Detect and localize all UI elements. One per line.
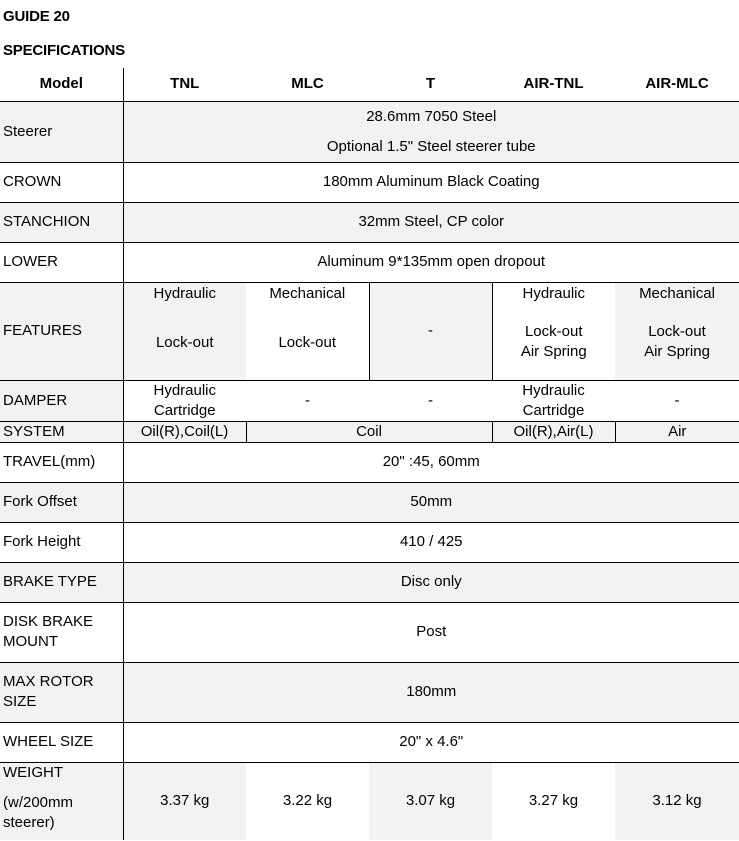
row-disk-brake-mount [0,602,739,662]
page-title: GUIDE 20 [3,8,70,25]
features-tnl [123,282,246,380]
row-label: Steerer [0,101,123,162]
row-stanchion [0,202,739,242]
system-air-tnl: Oil(R),Air(L) [492,421,615,442]
damper-tnl-line1: Hydraulic [153,381,217,399]
features-air-tnl-line2: Lock-out [524,322,583,340]
max-rotor-size-value: 180mm [123,662,739,722]
features-air-tnl-line1: Hydraulic [522,284,586,302]
row-label: BRAKE TYPE [0,562,123,602]
row-label: STANCHION [0,202,123,242]
row-system [0,421,739,442]
header-air-tnl: AIR-TNL [492,68,615,101]
weight-tnl: 3.37 kg [123,762,246,840]
header-air-mlc: AIR-MLC [615,68,739,101]
row-label: Fork Offset [0,482,123,522]
row-label [0,602,123,662]
damper-t: - [369,380,492,421]
row-label: FEATURES [0,282,123,380]
damper-tnl-line2: Cartridge [153,401,216,419]
header-mlc: MLC [246,68,369,101]
features-air-tnl [492,282,615,380]
brake-type-value: Disc only [123,562,739,602]
features-t: - [369,282,492,380]
features-air-mlc-line1: Mechanical [639,284,715,302]
row-label: TRAVEL(mm) [0,442,123,482]
header-tnl: TNL [123,68,246,101]
row-features [0,282,739,380]
wheel-size-value: 20" x 4.6" [123,722,739,762]
damper-tnl [123,380,246,421]
row-brake-type [0,562,739,602]
damper-mlc: - [246,380,369,421]
features-mlc-line1: Mechanical [269,284,346,302]
row-label-line2: MOUNT [3,633,58,650]
features-mlc-line2: Lock-out [278,333,337,351]
header-model: Model [0,68,123,101]
weight-t: 3.07 kg [369,762,492,840]
specifications-table [0,68,739,840]
row-crown [0,162,739,202]
weight-mlc: 3.22 kg [246,762,369,840]
steerer-value [123,101,739,162]
row-label-line1: WEIGHT [3,763,63,781]
fork-offset-value: 50mm [123,482,739,522]
row-label: Fork Height [0,522,123,562]
features-air-tnl-line3: Air Spring [520,342,587,360]
system-tnl: Oil(R),Coil(L) [123,421,246,442]
row-label-line2: SIZE [3,693,37,710]
row-fork-offset [0,482,739,522]
row-label: DAMPER [0,380,123,421]
row-label: LOWER [0,242,123,282]
steerer-line2: Optional 1.5" Steel steerer tube [326,137,536,155]
disk-brake-mount-value: Post [123,602,739,662]
system-air-mlc: Air [615,421,739,442]
lower-value: Aluminum 9*135mm open dropout [123,242,739,282]
row-damper [0,380,739,421]
row-label-line2: (w/200mm [3,793,74,811]
damper-air-tnl [492,380,615,421]
weight-air-mlc: 3.12 kg [615,762,739,840]
damper-air-mlc: - [615,380,739,421]
section-title: SPECIFICATIONS [3,42,125,59]
row-label: WHEEL SIZE [0,722,123,762]
features-tnl-line1: Hydraulic [153,284,217,302]
row-label: CROWN [0,162,123,202]
row-steerer [0,101,739,162]
damper-air-tnl-line1: Hydraulic [522,381,585,399]
weight-air-tnl: 3.27 kg [492,762,615,840]
row-lower [0,242,739,282]
row-weight [0,762,739,840]
stanchion-value: 32mm Steel, CP color [123,202,739,242]
row-label: SYSTEM [0,421,123,442]
row-label-line1: DISK BRAKE [3,613,94,630]
header-t: T [369,68,492,101]
row-label-line1: MAX ROTOR [3,673,94,690]
damper-air-tnl-line2: Cartridge [522,401,585,419]
features-mlc [246,282,369,380]
features-tnl-line2: Lock-out [155,333,214,351]
steerer-line1: 28.6mm 7050 Steel [366,107,497,125]
row-label [0,762,123,840]
travel-value: 20" :45, 60mm [123,442,739,482]
row-label [0,662,123,722]
features-air-mlc-line3: Air Spring [644,342,710,360]
row-fork-height [0,522,739,562]
features-air-mlc-line2: Lock-out [648,322,706,340]
crown-value: 180mm Aluminum Black Coating [123,162,739,202]
fork-height-value: 410 / 425 [123,522,739,562]
row-wheel-size [0,722,739,762]
system-coil: Coil [246,421,492,442]
header-row [0,68,739,101]
features-air-mlc [615,282,739,380]
row-label-line3: steerer) [3,813,55,831]
row-travel [0,442,739,482]
row-max-rotor-size [0,662,739,722]
